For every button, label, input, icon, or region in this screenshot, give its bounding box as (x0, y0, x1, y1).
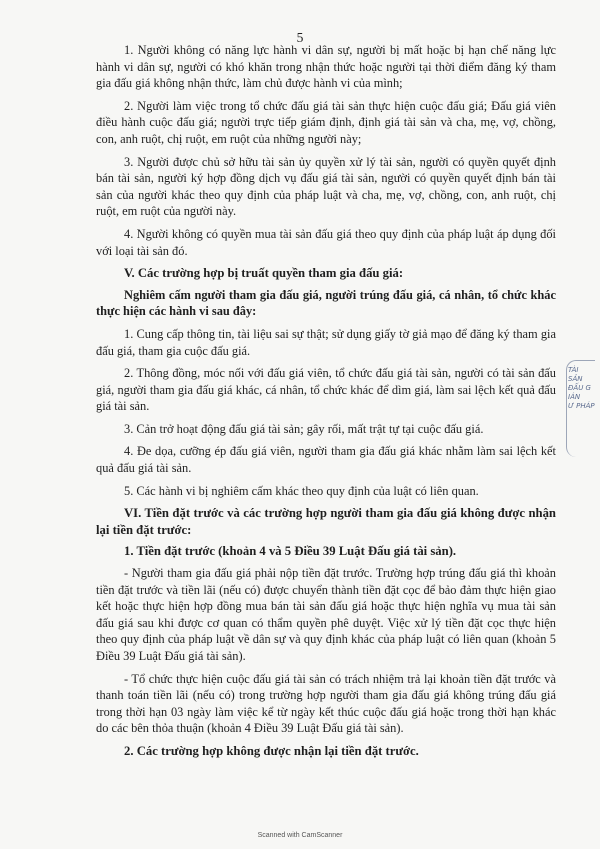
deposit-paragraph-2: - Tổ chức thực hiện cuộc đấu giá tài sản có trách nhiệm trả lại khoản tiền đặt trước và thanh toán tiền lãi (nếu có) trong trường hợp người tham gia đấu giá không trúng đấu giá trong thời hạn 03 ngày làm việc kể từ ngày kết thúc cuộc đấu giá hoặc trong thời hạn khác do các bên thỏa thuận (khoản 4 Điều 39 Luật Đấu giá tài sản). (96, 671, 556, 736)
paragraph-item-4: 4. Người không có quyền mua tài sản đấu giá theo quy định của pháp luật áp dụng đối với loại tài sản đó. (96, 226, 556, 258)
prohibited-act-4: 4. Đe dọa, cưỡng ép đấu giá viên, người tham gia đấu giá khác nhằm làm sai lệch kết quả đấu giá tài sản. (96, 444, 556, 476)
scanner-watermark: Scanned with CamScanner (257, 832, 343, 839)
section-heading-v: V. Các trường hợp bị truất quyền tham gia đấu giá: (124, 266, 404, 281)
seal-stamp-text (568, 366, 598, 411)
stamp-line: IÁN (568, 393, 581, 401)
paragraph-item-2: 2. Người làm việc trong tổ chức đấu giá tài sản thực hiện cuộc đấu giá; Đấu giá viên điều hành cuộc đấu giá; người trực tiếp giám định, định giá tài sản và cha, mẹ, vợ, chồng, con, anh ruột, chị ruột, em ruột của những người này; (96, 98, 556, 146)
prohibited-act-3: 3. Cản trở hoạt động đấu giá tài sản; gây rối, mất trật tự tại cuộc đấu giá. (124, 421, 484, 436)
subheading-no-refund: 2. Các trường hợp không được nhận lại tiền đặt trước. (124, 743, 419, 758)
prohibition-intro: Nghiêm cấm người tham gia đấu giá, người trúng đấu giá, cá nhân, tổ chức khác thực hiện các hành vi sau đây: (96, 287, 556, 319)
section-heading-vi: VI. Tiền đặt trước và các trường hợp người tham gia đấu giá không được nhận lại tiền đặt trước: (96, 506, 556, 537)
document-body (96, 42, 556, 765)
paragraph-item-3: 3. Người được chủ sở hữu tài sản ủy quyền xử lý tài sản, người có quyền quyết định bán tài sản, người ký hợp đồng dịch vụ đấu giá tài sản, người có quyền quyết định bán tài sản của người khác theo quy định của pháp luật và cha, mẹ, vợ, chồng, con, anh ruột, chị ruột, em ruột của người này. (96, 154, 556, 219)
stamp-line: Ư PHÁP (568, 402, 595, 410)
prohibited-act-1: 1. Cung cấp thông tin, tài liệu sai sự thật; sử dụng giấy tờ giả mạo để đăng ký tham gia đấu giá, tham gia cuộc đấu giá. (96, 326, 556, 358)
prohibited-act-2: 2. Thông đồng, móc nối với đấu giá viên, tổ chức đấu giá tài sản, người có tài sản đấu giá, người tham gia đấu giá khác, cá nhân, tổ chức khác để dìm giá, làm sai lệch kết quả đấu giá tài sản. (96, 366, 556, 414)
paragraph-item-1: 1. Người không có năng lực hành vi dân sự, người bị mất hoặc bị hạn chế năng lực hành vi dân sự, người có khó khăn trong nhận thức hoặc người tại thời điểm đăng ký tham gia đấu giá không nhận thức, làm chủ được hành vi của mình; (96, 43, 556, 91)
page-number: 5 (296, 30, 304, 45)
deposit-paragraph-1: - Người tham gia đấu giá phải nộp tiền đặt trước. Trường hợp trúng đấu giá thì khoản tiền đặt trước và tiền lãi (nếu có) được chuyển thành tiền đặt cọc để bảo đảm thực hiện giao kết hoặc thực hiện hợp đồng mua bán tài sản đấu giá hoặc thực hiện nghĩa vụ mua tài sản đấu giá sau khi được cơ quan có thẩm quyền phê duyệt. Việc xử lý tiền đặt cọc thực hiện theo quy định của pháp luật về dân sự và quy định khác của pháp luật có liên quan (khoản 5 Điều 39 Luật Đấu giá tài sản). (96, 566, 556, 663)
subheading-deposit: 1. Tiền đặt trước (khoản 4 và 5 Điều 39 Luật Đấu giá tài sản). (124, 544, 457, 559)
prohibited-act-5: 5. Các hành vi bị nghiêm cấm khác theo quy định của luật có liên quan. (124, 483, 479, 498)
stamp-line: TÀI (568, 366, 579, 374)
stamp-line: ĐẤU G (568, 384, 591, 392)
stamp-line: SẢN (568, 375, 583, 383)
